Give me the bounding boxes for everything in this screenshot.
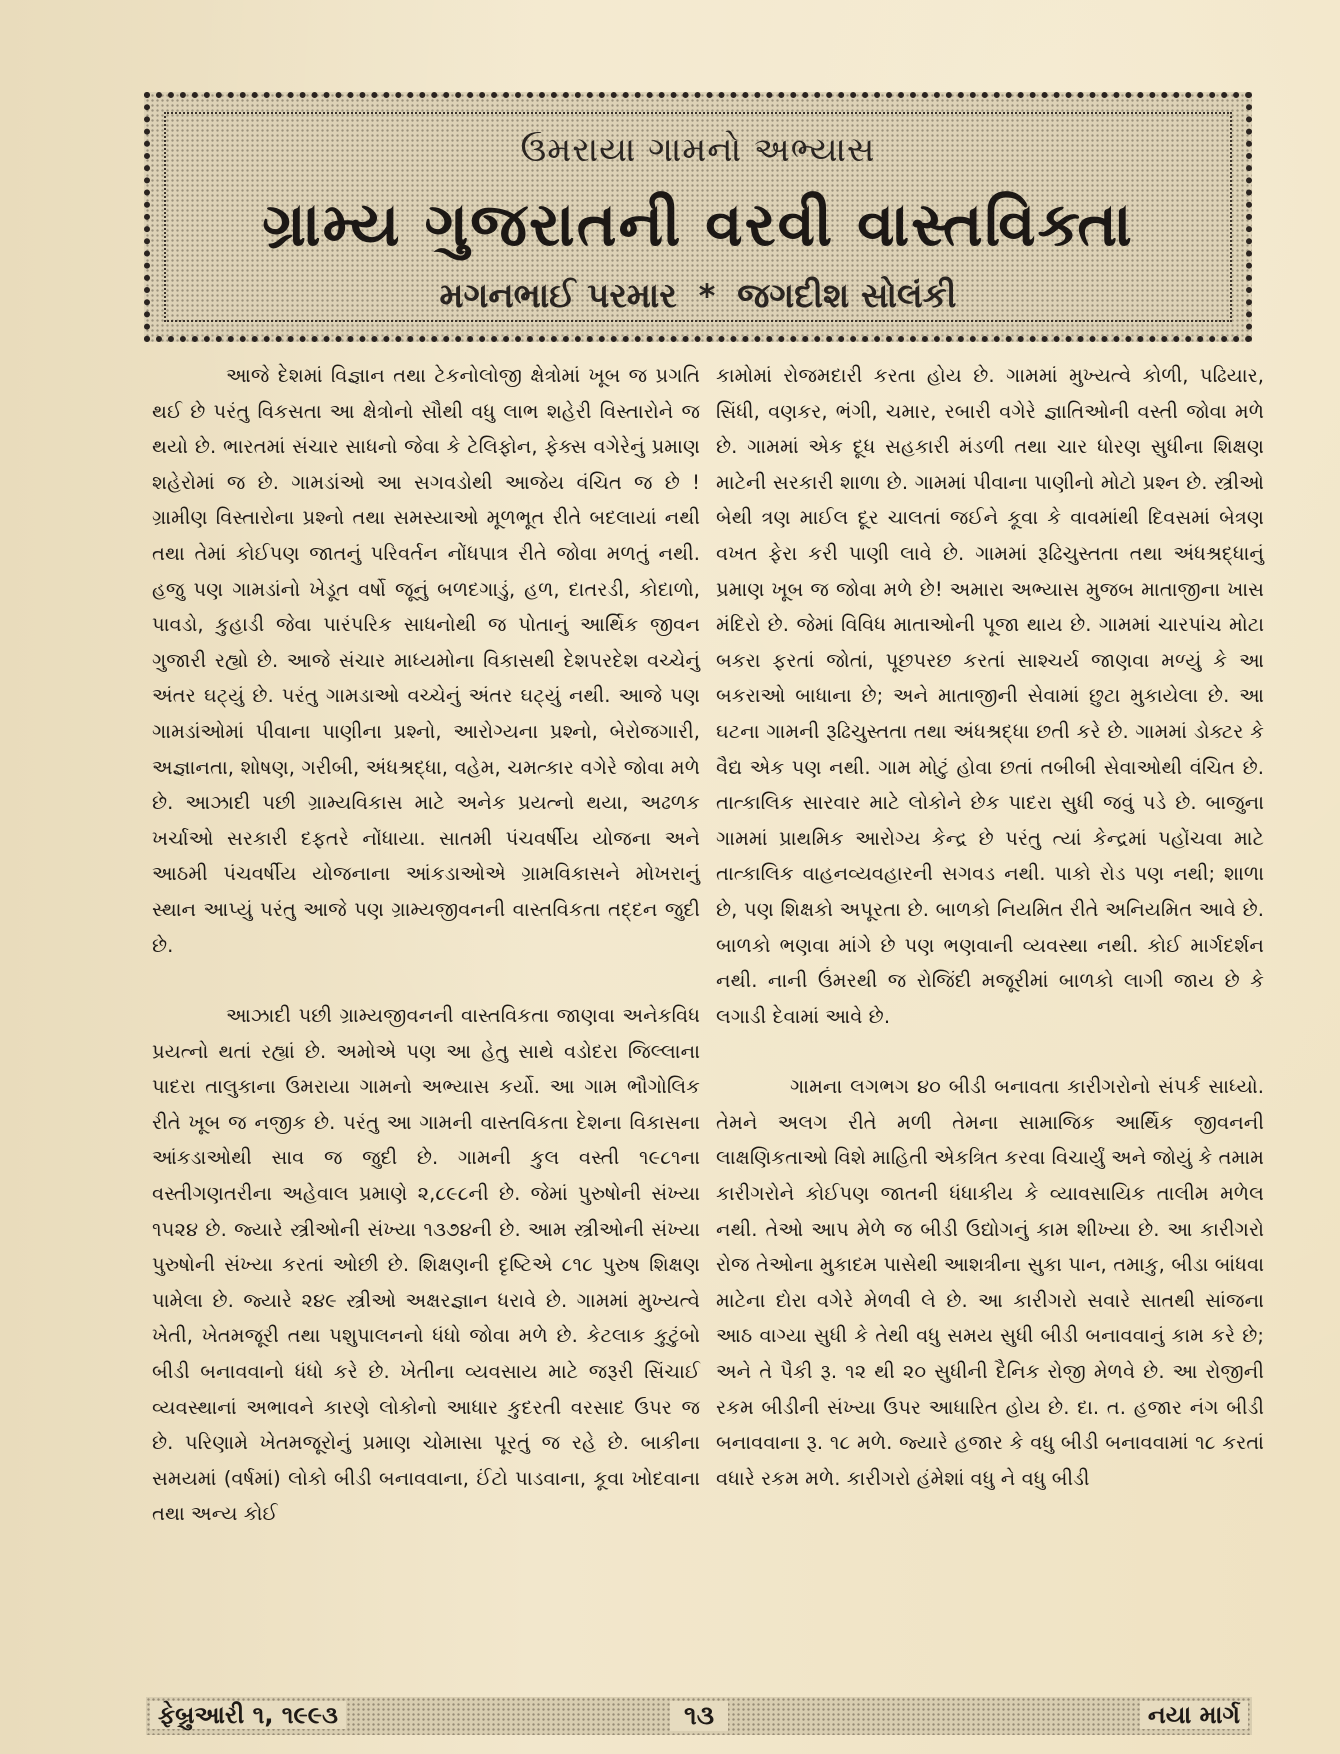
author-separator: * bbox=[698, 277, 716, 315]
author-name: જગદીશ સોલંકી bbox=[737, 276, 957, 316]
right-column bbox=[716, 358, 1264, 1496]
issue-date: ફેબ્રુઆરી ૧, ૧૯૯૩ bbox=[150, 1701, 346, 1729]
article-headline: ગ્રામ્ય ગુજરાતની વરવી વાસ્તવિક્તા bbox=[262, 190, 1134, 260]
author-name: મગનભાઈ પરમાર bbox=[439, 276, 677, 316]
page-footer bbox=[146, 1697, 1252, 1735]
body-paragraph: ગામના લગભગ ૪૦ બીડી બનાવતા કારીગરોનો સંપર્ક સાધ્યો. તેમને અલગ રીતે મળી તેમના સામાજિક આર્થિક જીવનની લાક્ષણિકતાઓ વિશે માહિતી એકત્રિત કરવા વિચાર્યું અને જોયું કે તમામ કારીગરોને કોઈપણ જાતની ધંધાકીય કે વ્યાવસાયિક તાલીમ મળેલ નથી. તેઓ આપ મેળે જ બીડી ઉદ્યોગનું કામ શીખ્યા છે. આ કારીગરો રોજ તેઓના મુકાદમ પાસેથી આશત્રીના સુકા પાન, તમાકુ, બીડા બાંધવા માટેના દોરા વગેરે મેળવી લે છે. આ કારીગરો સવારે સાતથી સાંજના આઠ વાગ્યા સુધી કે તેથી વધુ સમય સુધી બીડી બનાવવાનું કામ કરે છે; અને તે પૈકી રૂ. ૧૨ થી ૨૦ સુધીની દૈનિક રોજી મેળવે છે. આ રોજીની રકમ બીડીની સંખ્યા ઉપર આધારિત હોય છે. દા. ત. હજાર નંગ બીડી બનાવવાના રૂ. ૧૮ મળે. જ્યારે હજાર કે વધુ બીડી બનાવવામાં ૧૮ કરતાં વધારે રકમ મળે. કારીગરો હંમેશાં વધુ ને વધુ બીડી bbox=[716, 1075, 1264, 1490]
article-kicker: ઉમરાયા ગામનો અભ્યાસ bbox=[520, 130, 876, 170]
title-box bbox=[144, 92, 1252, 342]
body-paragraph: આઝાદી પછી ગ્રામ્યજીવનની વાસ્તવિકતા જાણવા અનેકવિધ પ્રયત્નો થતાં રહ્યાં છે. અમોએ પણ આ હેતુ સાથે વડોદરા જિલ્લાના પાદરા તાલુકાના ઉમરાયા ગામનો અભ્યાસ કર્યો. આ ગામ ભૌગોલિક રીતે ખૂબ જ નજીક છે. પરંતુ આ ગામની વાસ્તવિકતા દેશના વિકાસના આંકડાઓથી સાવ જ જુદી છે. ગામની કુલ વસ્તી ૧૯૮૧ના વસ્તીગણતરીના અહેવાલ પ્રમાણે ૨,૮૯૮ની છે. જેમાં પુરુષોની સંખ્યા ૧૫૨૪ છે. જ્યારે સ્ત્રીઓની સંખ્યા ૧૩૭૪ની છે. આમ સ્ત્રીઓની સંખ્યા પુરુષોની સંખ્યા કરતાં ઓછી છે. શિક્ષણની દૃષ્ટિએ ૮૧૮ પુરુષ શિક્ષણ પામેલા છે. જ્યારે ૨૪૯ સ્ત્રીઓ અક્ષરજ્ઞાન ધરાવે છે. ગામમાં મુખ્યત્વે ખેતી, ખેતમજૂરી તથા પશુપાલનનો ધંધો જોવા મળે છે. કેટલાક કુટુંબો બીડી બનાવવાનો ધંધો કરે છે. ખેતીના વ્યવસાય માટે જરૂરી સિંચાઈ વ્યવસ્થાનાં અભાવને કારણે લોકોનો આધાર કુદરતી વરસાદ ઉપર જ છે. પરિણામે ખેતમજૂરોનું પ્રમાણ ચોમાસા પૂરતું જ રહે છે. બાકીના સમયમાં (વર્ષમાં) લોકો બીડી બનાવવાના, ઈંટો પાડવાના, કૂવા ખોદવાના તથા અન્ય કોઈ bbox=[152, 1004, 700, 1526]
page-number: ૧૩ bbox=[670, 1701, 728, 1731]
byline bbox=[150, 276, 1246, 316]
page-number-wrap bbox=[146, 1701, 1252, 1732]
body-paragraph: કામોમાં રોજમદારી કરતા હોય છે. ગામમાં મુખ્યત્વે કોળી, પઢિયાર, સિંધી, વણકર, ભંગી, ચમાર, રબારી વગેરે જ્ઞાતિઓની વસ્તી જોવા મળે છે. ગામમાં એક દૂધ સહકારી મંડળી તથા ચાર ધોરણ સુધીના શિક્ષણ માટેની સરકારી શાળા છે. ગામમાં પીવાના પાણીનો મોટો પ્રશ્ન છે. સ્ત્રીઓ બેથી ત્રણ માઈલ દૂર ચાલતાં જઈને કૂવા કે વાવમાંથી દિવસમાં બેત્રણ વખત ફેરા કરી પાણી લાવે છે. ગામમાં રૂઢિચુસ્તતા તથા અંધશ્રદ્ધાનું પ્રમાણ ખૂબ જ જોવા મળે છે! અમારા અભ્યાસ મુજબ માતાજીના ખાસ મંદિરો છે. જેમાં વિવિધ માતાઓની પૂજા થાય છે. ગામમાં ચારપાંચ મોટા બકરા ફરતાં જોતાં, પૂછપરછ કરતાં સાશ્ચર્ય જાણવા મળ્યું કે આ બકરાઓ બાધાના છે; અને માતાજીની સેવામાં છુટા મુકાયેલા છે. આ ઘટના ગામની રૂઢિચુસ્તતા તથા અંધશ્રદ્ધા છતી કરે છે. ગામમાં ડોક્ટર કે વૈદ્ય એક પણ નથી. ગામ મોટું હોવા છતાં તબીબી સેવાઓથી વંચિત છે. તાત્કાલિક સારવાર માટે લોકોને છેક પાદરા સુધી જવું પડે છે. બાજુના ગામમાં પ્રાથમિક આરોગ્ય કેન્દ્ર છે પરંતુ ત્યાં કેન્દ્રમાં પહોંચવા માટે તાત્કાલિક વાહનવ્યવહારની સગવડ નથી. પાકો રોડ પણ નથી; શાળા છે, પણ શિક્ષકો અપૂરતા છે. બાળકો નિયમિત રીતે અનિયમિત આવે છે. બાળકો ભણવા માંગે છે પણ ભણવાની વ્યવસ્થા નથી. કોઈ માર્ગદર્શન નથી. નાની ઉંમરથી જ રોજિંદી મજૂરીમાં બાળકો લાગી જાય છે કે લગાડી દેવામાં આવે છે. bbox=[716, 364, 1264, 1028]
body-paragraph: આજે દેશમાં વિજ્ઞાન તથા ટેકનોલોજી ક્ષેત્રોમાં ખૂબ જ પ્રગતિ થઈ છે પરંતુ વિકસતા આ ક્ષેત્રોનો સૌથી વધુ લાભ શહેરી વિસ્તારોને જ થયો છે. ભારતમાં સંચાર સાધનો જેવા કે ટેલિફોન, ફેક્સ વગેરેનું પ્રમાણ શહેરોમાં જ છે. ગામડાંઓ આ સગવડોથી આજેય વંચિત જ છે ! ગ્રામીણ વિસ્તારોના પ્રશ્નો તથા સમસ્યાઓ મૂળભૂત રીતે બદલાયાં નથી તથા તેમાં કોઈપણ જાતનું પરિવર્તન નોંધપાત્ર રીતે જોવા મળતું નથી. હજુ પણ ગામડાંનો ખેડૂત વર્ષો જૂનું બળદગાડું, હળ, દાતરડી, કોદાળો, પાવડો, કુહાડી જેવા પારંપરિક સાધનોથી જ પોતાનું આર્થિક જીવન ગુજારી રહ્યો છે. આજે સંચાર માધ્યમોના વિકાસથી દેશપરદેશ વચ્ચેનું અંતર ઘટ્યું છે. પરંતુ ગામડાઓ વચ્ચેનું અંતર ઘટ્યું નથી. આજે પણ ગામડાંઓમાં પીવાના પાણીના પ્રશ્નો, આરોગ્યના પ્રશ્નો, બેરોજગારી, અજ્ઞાનતા, શોષણ, ગરીબી, અંધશ્રદ્ધા, વહેમ, ચમત્કાર વગેરે જોવા મળે છે. આઝાદી પછી ગ્રામ્યવિકાસ માટે અનેક પ્રયત્નો થયા, અઢળક ખર્ચાઓ સરકારી દફતરે નોંધાયા. સાતમી પંચવર્ષીય યોજના અને આઠમી પંચવર્ષીય યોજનાના આંકડાઓએ ગ્રામવિકાસને મોખરાનું સ્થાન આપ્યું પરંતુ આજે પણ ગ્રામ્યજીવનની વાસ્તવિકતા તદ્દન જુદી છે. bbox=[152, 364, 700, 957]
magazine-name: નયા માર્ગ bbox=[1140, 1701, 1248, 1729]
left-column bbox=[152, 358, 700, 1532]
